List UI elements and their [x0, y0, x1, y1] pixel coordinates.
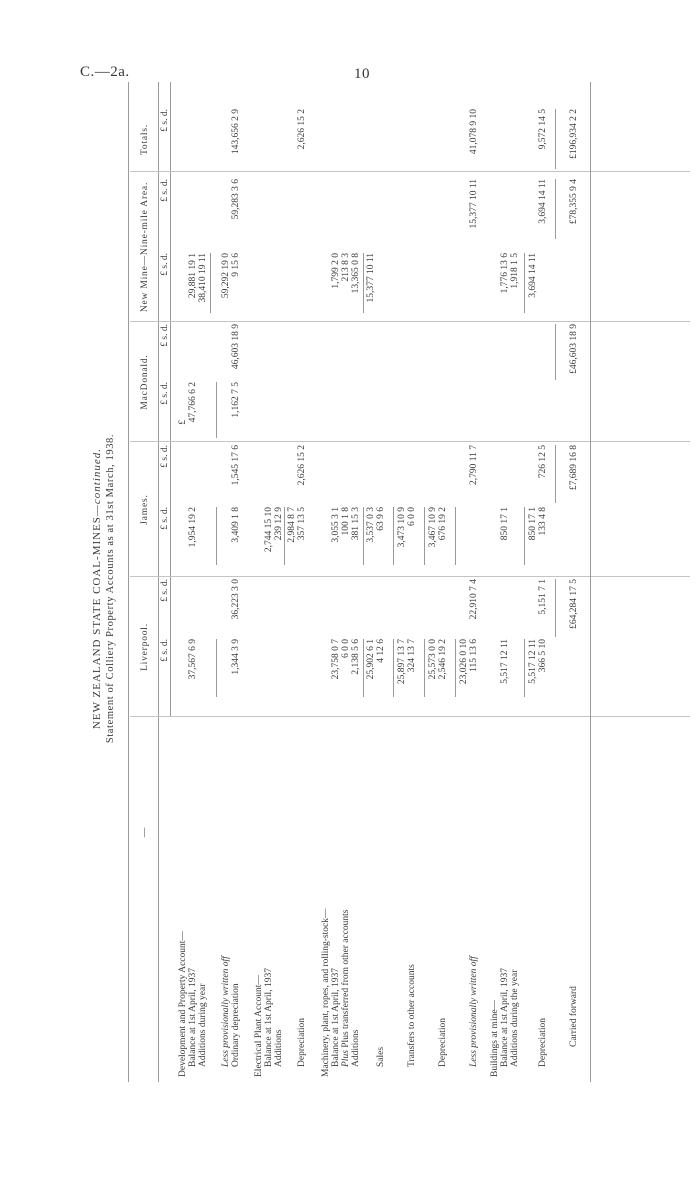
totals-elec: 2,626 15 2 [297, 109, 307, 150]
page-number: 10 [354, 66, 370, 82]
rule [424, 507, 425, 565]
liverpool-mach-dep: 2,546 19 2 [438, 639, 448, 680]
row-label-transfers: Transfers to other accounts [407, 964, 417, 1067]
james-bld-dep: 133 4 8 [538, 507, 548, 536]
column-header-new-mine: New Mine—Nine-mile Area. [140, 181, 150, 313]
liverpool-transfers: 324 13 7 [407, 639, 417, 673]
liverpool-bld-total: 5,151 7 1 [538, 579, 548, 615]
rule [555, 109, 556, 169]
row-label-ordinary-depreciation: Ordinary depreciation [231, 983, 241, 1067]
james-mach-1: 3,055 3 1 [331, 507, 341, 543]
james-elec-dep: 357 13 5 [297, 507, 307, 541]
james-sales: 63 9 6 [376, 507, 386, 531]
rule [216, 382, 217, 438]
james-bld-sum: 850 17 1 [528, 507, 538, 541]
liverpool-less-written-off: 1,344 3 9 [231, 639, 241, 675]
row-label-dev: Development and Property Account— [178, 931, 188, 1077]
liverpool-dev-total: 36,223 3 0 [231, 579, 241, 620]
liverpool-after-dep: 23,026 0 10 [459, 639, 469, 685]
row-label-carried-forward: Carried forward [569, 986, 579, 1047]
rule [524, 253, 525, 313]
units-james-right: £ s. d. [160, 445, 170, 468]
rule [393, 639, 394, 697]
rule [555, 324, 556, 380]
totals-bld: 9,572 14 5 [538, 109, 548, 150]
liverpool-after-transfers: 25,573 0 0 [428, 639, 438, 680]
james-elec-add: 239 12 9 [274, 507, 284, 541]
james-carried-forward: £7,689 16 8 [569, 445, 579, 491]
new-mine-bld-total: 3,694 14 11 [538, 179, 548, 224]
row-label-bld-bal: Balance at 1st April, 1937 [500, 968, 510, 1067]
totals-mach: 41,078 9 10 [469, 109, 479, 155]
liverpool-mach-2: 6 0 0 [341, 639, 351, 658]
row-label-sales: Sales [376, 1046, 386, 1067]
james-mach-2: 100 1 8 [341, 507, 351, 536]
macdonald-carried-forward: £46,603 18 9 [569, 324, 579, 374]
units-macdonald-left: £ s. d. [160, 382, 170, 405]
james-elec-total: 2,626 15 2 [297, 445, 307, 486]
totals-dev: 143,656 2 9 [231, 109, 241, 155]
column-divider [130, 441, 690, 442]
rule [363, 639, 364, 697]
row-label-elec: Electrical Plant Account— [254, 975, 264, 1077]
table-bottom-rule [590, 82, 591, 1082]
row-label-bld-add: Additions during the year [510, 969, 520, 1067]
row-label-bld-dep: Depreciation [538, 1017, 548, 1067]
liverpool-mach-1: 23,758 0 7 [331, 639, 341, 680]
james-mach-total: 2,790 11 7 [469, 445, 479, 486]
liverpool-sales: 4 12 6 [376, 639, 386, 663]
column-divider [130, 171, 690, 172]
rule [424, 639, 425, 697]
james-dev-balance: 1,954 19 2 [188, 507, 198, 548]
liverpool-mach-sum: 25,902 6 1 [366, 639, 376, 680]
rule [455, 639, 456, 697]
column-header-description: — [140, 826, 150, 838]
rule [555, 579, 556, 637]
new-mine-bld-add: 1,918 1 5 [510, 253, 520, 289]
row-label-mach: Machinery, plant, ropes, and rolling-stock— [321, 908, 331, 1077]
new-mine-bld-sum: 3,694 14 11 [528, 253, 538, 298]
column-header-totals: Totals. [140, 123, 150, 156]
new-mine-dev-total: 59,283 3 6 [231, 179, 241, 220]
james-elec-sum: 2,984 8 7 [287, 507, 297, 543]
column-divider [130, 716, 690, 717]
macdonald-less-written-off: 1,162 7 5 [231, 382, 241, 418]
units-liverpool-left: £ s. d. [160, 639, 170, 662]
rule [555, 445, 556, 503]
rule [216, 639, 217, 697]
rule [455, 507, 456, 565]
new-mine-mach-1: 1,799 2 0 [331, 253, 341, 289]
new-mine-mach-total: 15,377 10 11 [469, 179, 479, 229]
liverpool-dev-balance: 37,567 6 9 [188, 639, 198, 680]
rule [555, 179, 556, 239]
james-dev-total: 1,545 17 6 [231, 445, 241, 486]
new-mine-dev-sum: 59,292 19 0 [221, 253, 231, 299]
james-after-sales: 3,473 10 9 [397, 507, 407, 548]
liverpool-mach-3: 2,138 5 6 [351, 639, 361, 675]
james-elec-bal: 2,744 15 10 [264, 507, 274, 553]
row-label-mach-plus: Plus Plus transferred from other accounts [341, 909, 351, 1067]
james-after-transfers: 3,467 10 9 [428, 507, 438, 548]
totals-carried-forward: £196,934 2 2 [569, 109, 579, 159]
james-less-written-off: 3,409 1 8 [231, 507, 241, 543]
liverpool-bld-dep: 366 5 10 [538, 639, 548, 673]
row-label-buildings: Buildings at mine— [490, 999, 500, 1077]
row-label-dev-bal: Balance at 1st April, 1937 [188, 968, 198, 1067]
units-new-mine-left: £ s. d. [160, 253, 170, 276]
units-liverpool-right: £ s. d. [160, 579, 170, 602]
liverpool-mach-total: 22,910 7 4 [469, 579, 479, 620]
statement-subtitle: Statement of Colliery Property Accounts as at 31st March, 1938. [105, 433, 116, 744]
macdonald-dev-balance: 47,766 6 2 [188, 382, 198, 423]
liverpool-after-sales: 25,897 13 7 [397, 639, 407, 685]
james-mach-dep: 676 19 2 [438, 507, 448, 541]
header-bottom-rule [158, 82, 159, 1082]
rule [284, 507, 285, 565]
rule [524, 639, 525, 697]
units-james-left: £ s. d. [160, 507, 170, 530]
rule [210, 253, 211, 313]
macdonald-dev-unit: £ [178, 420, 188, 425]
new-mine-mach-3: 13,365 0 8 [351, 253, 361, 294]
units-new-mine-right: £ s. d. [160, 179, 170, 202]
header-top-rule [128, 82, 129, 1082]
row-label-mach-bal: Balance at 1st April, 1937 [331, 968, 341, 1067]
row-label-elec-bal: Balance at 1st April, 1937 [264, 968, 274, 1067]
new-mine-ordinary-dep: 9 15 6 [231, 253, 241, 277]
units-bottom-rule [170, 82, 171, 717]
row-label-elec-add: Additions [274, 1029, 284, 1067]
row-label-mach-add: Additions [351, 1029, 361, 1067]
new-mine-dev-balance: 29,881 19 1 [188, 253, 198, 299]
row-label-mach-dep: Depreciation [438, 1017, 448, 1067]
statement-main-title: NEW ZEALAND STATE COAL-MINES—continued. [91, 447, 103, 730]
liverpool-less-written-off-2: 115 13 6 [469, 639, 479, 672]
page-reference: C.—2a. [80, 64, 130, 80]
row-label-elec-dep: Depreciation [297, 1017, 307, 1067]
james-bld-total: 726 12 5 [538, 445, 548, 479]
new-mine-dev-additions: 38,410 19 11 [198, 253, 208, 303]
rule [363, 253, 364, 313]
row-label-less-written-off-2: Less provisionally written off [469, 956, 479, 1067]
column-divider [130, 321, 690, 322]
column-header-james: James. [140, 494, 150, 525]
rule [363, 507, 364, 565]
new-mine-mach-2: 213 8 3 [341, 253, 351, 282]
james-transfers: 6 0 0 [407, 507, 417, 526]
row-label-less-written-off: Less provisionally written off [221, 956, 231, 1067]
james-mach-sum: 3,537 0 3 [366, 507, 376, 543]
column-header-liverpool: Liverpool. [140, 623, 150, 671]
james-bld-bal: 850 17 1 [500, 507, 510, 541]
column-divider [130, 576, 690, 577]
rule [216, 507, 217, 565]
row-label-dev-add: Additions during year [198, 983, 208, 1067]
column-header-macdonald: MacDonald. [140, 354, 150, 410]
units-macdonald-right: £ s. d. [160, 324, 170, 347]
liverpool-bld-sum: 5,517 12 11 [528, 639, 538, 684]
liverpool-carried-forward: £64,284 17 5 [569, 579, 579, 629]
new-mine-bld-bal: 1,776 13 6 [500, 253, 510, 294]
units-totals: £ s. d. [160, 109, 170, 132]
liverpool-bld-bal: 5,517 12 11 [500, 639, 510, 684]
new-mine-mach-sum: 15,377 10 11 [366, 253, 376, 303]
james-mach-3: 381 15 3 [351, 507, 361, 541]
rule [524, 507, 525, 565]
macdonald-dev-total: 46,603 18 9 [231, 324, 241, 370]
new-mine-carried-forward: £78,355 9 4 [569, 179, 579, 225]
rule [393, 507, 394, 565]
